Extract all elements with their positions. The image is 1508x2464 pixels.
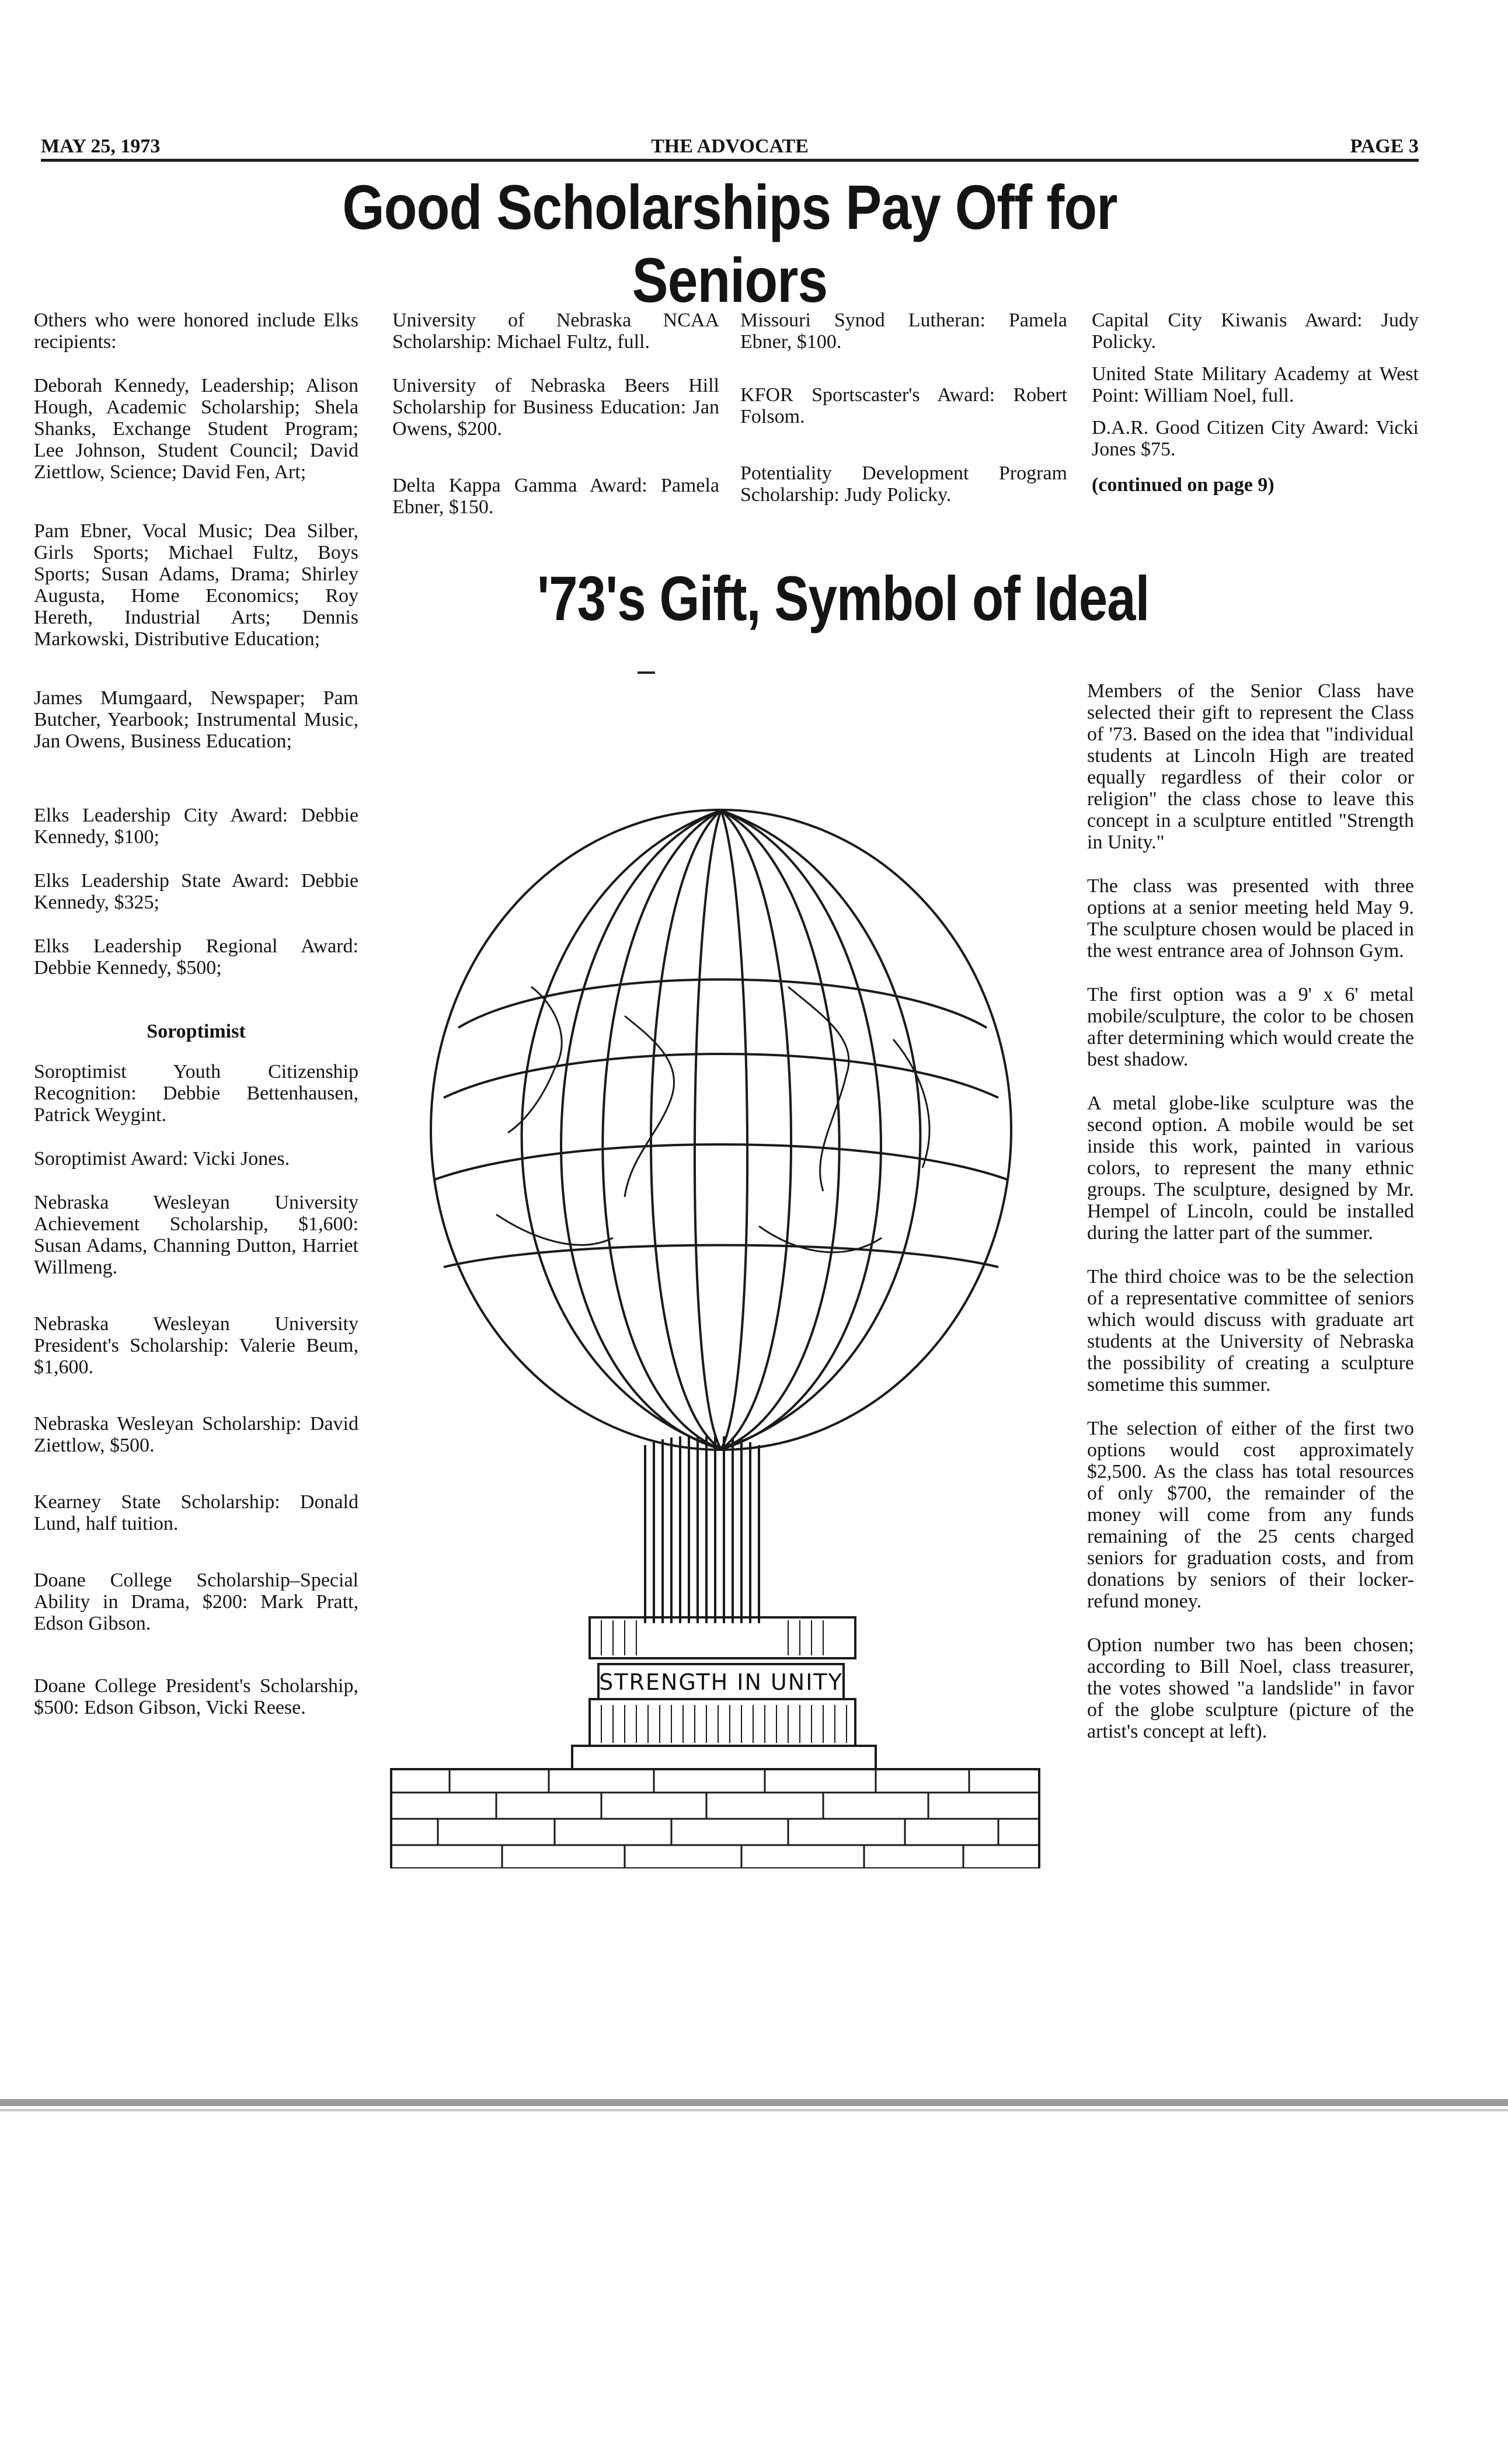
- paragraph: Kearney State Scholarship: Donald Lund, half tuition.: [34, 1491, 358, 1534]
- globe-outline: [431, 810, 1011, 1450]
- paragraph: A metal globe-like sculpture was the second option. A mobile would be set inside this work, painted in various colors, to represent the many ethnic groups. The sculpture, designed by Mr. Hempel of Lincoln, could be installed during the latter part of the summer.: [1087, 1092, 1414, 1244]
- paragraph: Members of the Senior Class have selected their gift to represent the Class of '73. Based on the idea that "individual students at Lincoln High are treated equally regardless of their color or religion" the class chose to leave this concept in a sculpture entitled "Strength in Unity.": [1087, 680, 1414, 853]
- paragraph: The class was presented with three options at a senior meeting held May 9. The sculpture chosen would be placed in the west entrance area of Johnson Gym.: [1087, 875, 1414, 962]
- article-column-3: [740, 309, 1067, 528]
- paragraph: D.A.R. Good Citizen City Award: Vicki Jones $75.: [1092, 417, 1419, 460]
- paragraph: James Mumgaard, Newspaper; Pam Butcher, Yearbook; Instrumental Music, Jan Owens, Business Education;: [34, 687, 358, 752]
- paragraph: Nebraska Wesleyan Scholarship: David Ziettlow, $500.: [34, 1413, 358, 1456]
- paragraph: University of Nebraska Beers Hill Scholarship for Business Education: Jan Owens, $200.: [392, 375, 719, 440]
- paragraph: Elks Leadership City Award: Debbie Kennedy, $100;: [34, 805, 358, 848]
- paragraph: Potentiality Development Program Scholarship: Judy Policky.: [740, 462, 1067, 506]
- page-bottom-stripe-thin: [0, 2109, 1508, 2111]
- headline-gift: '73's Gift, Symbol of Ideal: [537, 563, 1150, 634]
- paragraph: Soroptimist Youth Citizenship Recognition: Debbie Bettenhausen, Patrick Weygint.: [34, 1061, 358, 1126]
- paragraph: The third choice was to be the selection of a representative committee of seniors which would discuss with graduate art students at the University of Nebraska the possibility of creating a sculpture sometime this summer.: [1087, 1266, 1414, 1395]
- paragraph: Nebraska Wesleyan University President's Scholarship: Valerie Beum, $1,600.: [34, 1313, 358, 1378]
- paragraph: The first option was a 9' x 6' metal mobile/sculpture, the color to be chosen after determining which would create the best shadow.: [1087, 984, 1414, 1070]
- article-column-2: [392, 309, 719, 540]
- newspaper-name: THE ADVOCATE: [651, 135, 809, 157]
- paragraph: Elks Leadership Regional Award: Debbie Kennedy, $500;: [34, 935, 358, 979]
- paragraph: Delta Kappa Gamma Award: Pamela Ebner, $150.: [392, 475, 719, 518]
- paragraph: Pam Ebner, Vocal Music; Dea Silber, Girls Sports; Michael Fultz, Boys Sports; Susan Adams, Drama; Shirley Augusta, Home Economics; Roy Hereth, Industrial Arts; Dennis Markowski, Distributive Education;: [34, 520, 358, 650]
- plaque-inscription: STRENGTH IN UNITY: [599, 1669, 843, 1695]
- paragraph: Missouri Synod Lutheran: Pamela Ebner, $100.: [740, 309, 1067, 353]
- page-bottom-stripe: [0, 2099, 1508, 2106]
- section-heading-soroptimist: Soroptimist: [147, 1021, 246, 1042]
- article-column-1: [34, 309, 358, 1741]
- pedestal-bottom: [590, 1699, 855, 1746]
- pedestal-top: [590, 1617, 855, 1658]
- paragraph: Soroptimist Award: Vicki Jones.: [34, 1148, 290, 1170]
- globe-sculpture-illustration: [379, 712, 1051, 1868]
- article-column-gift: [1087, 680, 1414, 1765]
- masthead-rule: [41, 159, 1419, 162]
- paragraph: United State Military Academy at West Point: William Noel, full.: [1092, 363, 1419, 406]
- paragraph: Doane College Scholarship–Special Ability in Drama, $200: Mark Pratt, Edson Gibson.: [34, 1569, 358, 1634]
- paragraph: KFOR Sportscaster's Award: Robert Folsom.: [740, 384, 1067, 427]
- paragraph: Deborah Kennedy, Leadership; Alison Hough, Academic Scholarship; Shela Shanks, Exchange Student Program; Lee Johnson, Student Council; David Ziettlow, Science; David Fen, Art;: [34, 375, 358, 483]
- page-number: PAGE 3: [1350, 135, 1419, 157]
- article-column-4: [1092, 309, 1419, 518]
- dash-separator: [638, 671, 655, 674]
- paragraph: Doane College President's Scholarship, $500: Edson Gibson, Vicki Reese.: [34, 1675, 358, 1718]
- paragraph: Elks Leadership State Award: Debbie Kennedy, $325;: [34, 870, 358, 913]
- paragraph: The selection of either of the first two options would cost approximately $2,500. As the class has total resources of only $700, the remainder of the money will come from any funds remaining of the 25 cents charged seniors for graduation costs, and from donations by seniors of their locker-refund money.: [1087, 1418, 1414, 1612]
- paragraph: University of Nebraska NCAA Scholarship: Michael Fultz, full.: [392, 309, 719, 353]
- continuation-note: (continued on page 9): [1092, 474, 1274, 496]
- paragraph: Capital City Kiwanis Award: Judy Policky.: [1092, 309, 1419, 353]
- headline-scholarships: Good Scholarships Pay Off for Seniors: [342, 172, 1117, 315]
- paragraph: Nebraska Wesleyan University Achievement Scholarship, $1,600: Susan Adams, Channing Dutton, Harriet Willmeng.: [34, 1192, 358, 1278]
- paragraph: Others who were honored include Elks recipients:: [34, 309, 358, 353]
- base-step: [572, 1746, 876, 1769]
- paragraph: Option number two has been chosen; according to Bill Noel, class treasurer, the votes showed "a landslide" in favor of the globe sculpture (picture of the artist's concept at left).: [1087, 1634, 1414, 1742]
- issue-date: MAY 25, 1973: [41, 135, 161, 157]
